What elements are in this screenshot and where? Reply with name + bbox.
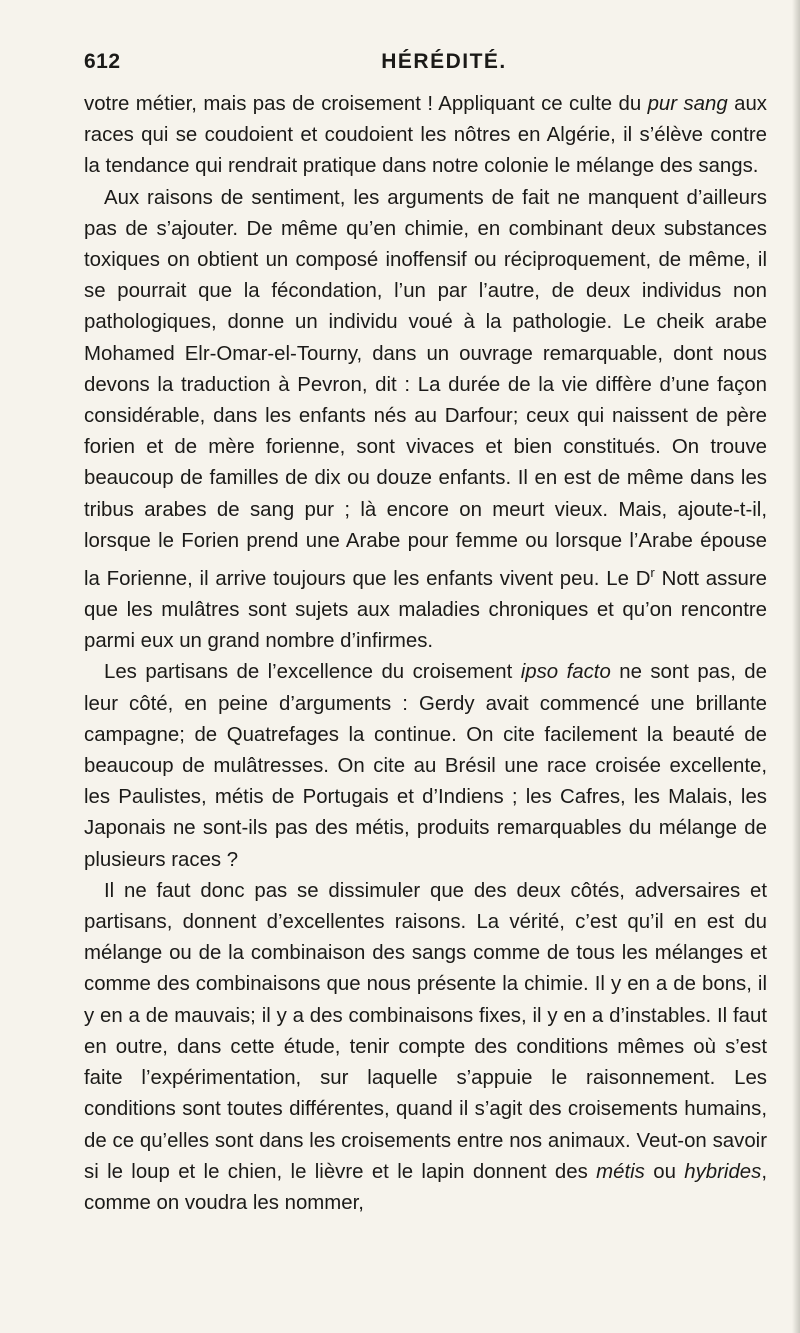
paragraph-2 (84, 183, 767, 658)
italic-run: pur sang (647, 93, 728, 115)
text-run: Nott assure que les mulâtres sont sujets aux maladies chroniques et qu’on rencontre parmi eux un grand nombre d’infirmes. (84, 567, 767, 653)
body-text (84, 89, 767, 1219)
text-run: Les partisans de l’excellence du croisement (104, 661, 521, 684)
text-run: , comme on voudra les nommer, (84, 1160, 768, 1214)
text-run: ou (644, 1160, 685, 1183)
superscript-run: r (650, 565, 655, 581)
running-title: HÉRÉDITÉ. (381, 50, 507, 73)
text-run: Il ne faut donc pas se dissimuler que des deux côtés, adversaires et partisans, donnent d’excellentes raisons. La vérité, c’est qu’il en est du mélange ou de la combinaison des sangs comme de tous les mélanges et comme des combinaisons que nous présente la chimie. Il y en a de bons, il y en a de mauvais; il y a des combinaisons fixes, il y en a d’instables. Il faut en outre, dans cette étude, tenir compte des conditions mêmes où s’est faite l’expérimentation, sur laquelle s’appuie le raisonnement. Les conditions sont toutes différentes, quand il s’agit des croisements humains, de ce qu’elles sont dans les croisements entre nos animaux. Veut-on savoir si le loup et le chien, le lièvre et le lapin donnent des (84, 879, 767, 1183)
paragraph-1 (84, 89, 767, 183)
text-run: Aux raisons de sentiment, les arguments de fait ne manquent d’ailleurs pas de s’ajouter. De même qu’en chimie, en combinant deux substances toxiques on obtient un composé inoffensif ou réciproquement, de même, il se pourrait que la fécondation, l’un par l’autre, de deux individus non pathologiques, donne un individu voué à la pathologie. Le cheik arabe Mohamed Elr-Omar-el-Tourny, dans un ouvrage remarquable, dont nous devons la traduction à Pevron, dit : La durée de la vie diffère d’une façon considérable, dans les enfants nés au Darfour; ceux qui naissent de père forien et de mère forienne, sont vivaces et bien constitués. On trouve beaucoup de familles de dix ou douze enfants. Il en est de même dans les tribus arabes de sang pur ; là encore on meurt vieux. Mais, ajoute-t-il, lorsque le Forien prend une Arabe pour femme ou lorsque l’Arabe épouse la Forienne, il arrive toujours que les enfants vivent peu. Le D (84, 186, 767, 590)
italic-run: métis (596, 1160, 645, 1183)
page-number: 612 (84, 50, 121, 73)
text-run: aux races qui se coudoient et coudoient les nôtres en Algérie, il s’élève contre la tendance qui rendrait pratique dans notre colonie le mélange des sangs. (84, 93, 767, 178)
paragraph-4 (84, 876, 767, 1219)
page-header (84, 50, 764, 82)
text-run: ne sont pas, de leur côté, en peine d’arguments : Gerdy avait commencé une brillante campagne; de Quatrefages la continue. On cite facilement la beauté de beaucoup de mulâtresses. On cite au Brésil une race croisée excellente, les Paulistes, métis de Portugais et d’Indiens ; les Cafres, les Malais, les Japonais ne sont-ils pas des métis, produits remarquables du mélange de plusieurs races ? (84, 661, 767, 871)
italic-run: ipso facto (520, 661, 611, 684)
italic-run: hybrides (684, 1160, 762, 1183)
text-run: votre métier, mais pas de croisement ! Appliquant ce culte du (84, 93, 648, 115)
scan-edge-shadow (792, 0, 800, 1333)
paragraph-3 (84, 657, 767, 875)
